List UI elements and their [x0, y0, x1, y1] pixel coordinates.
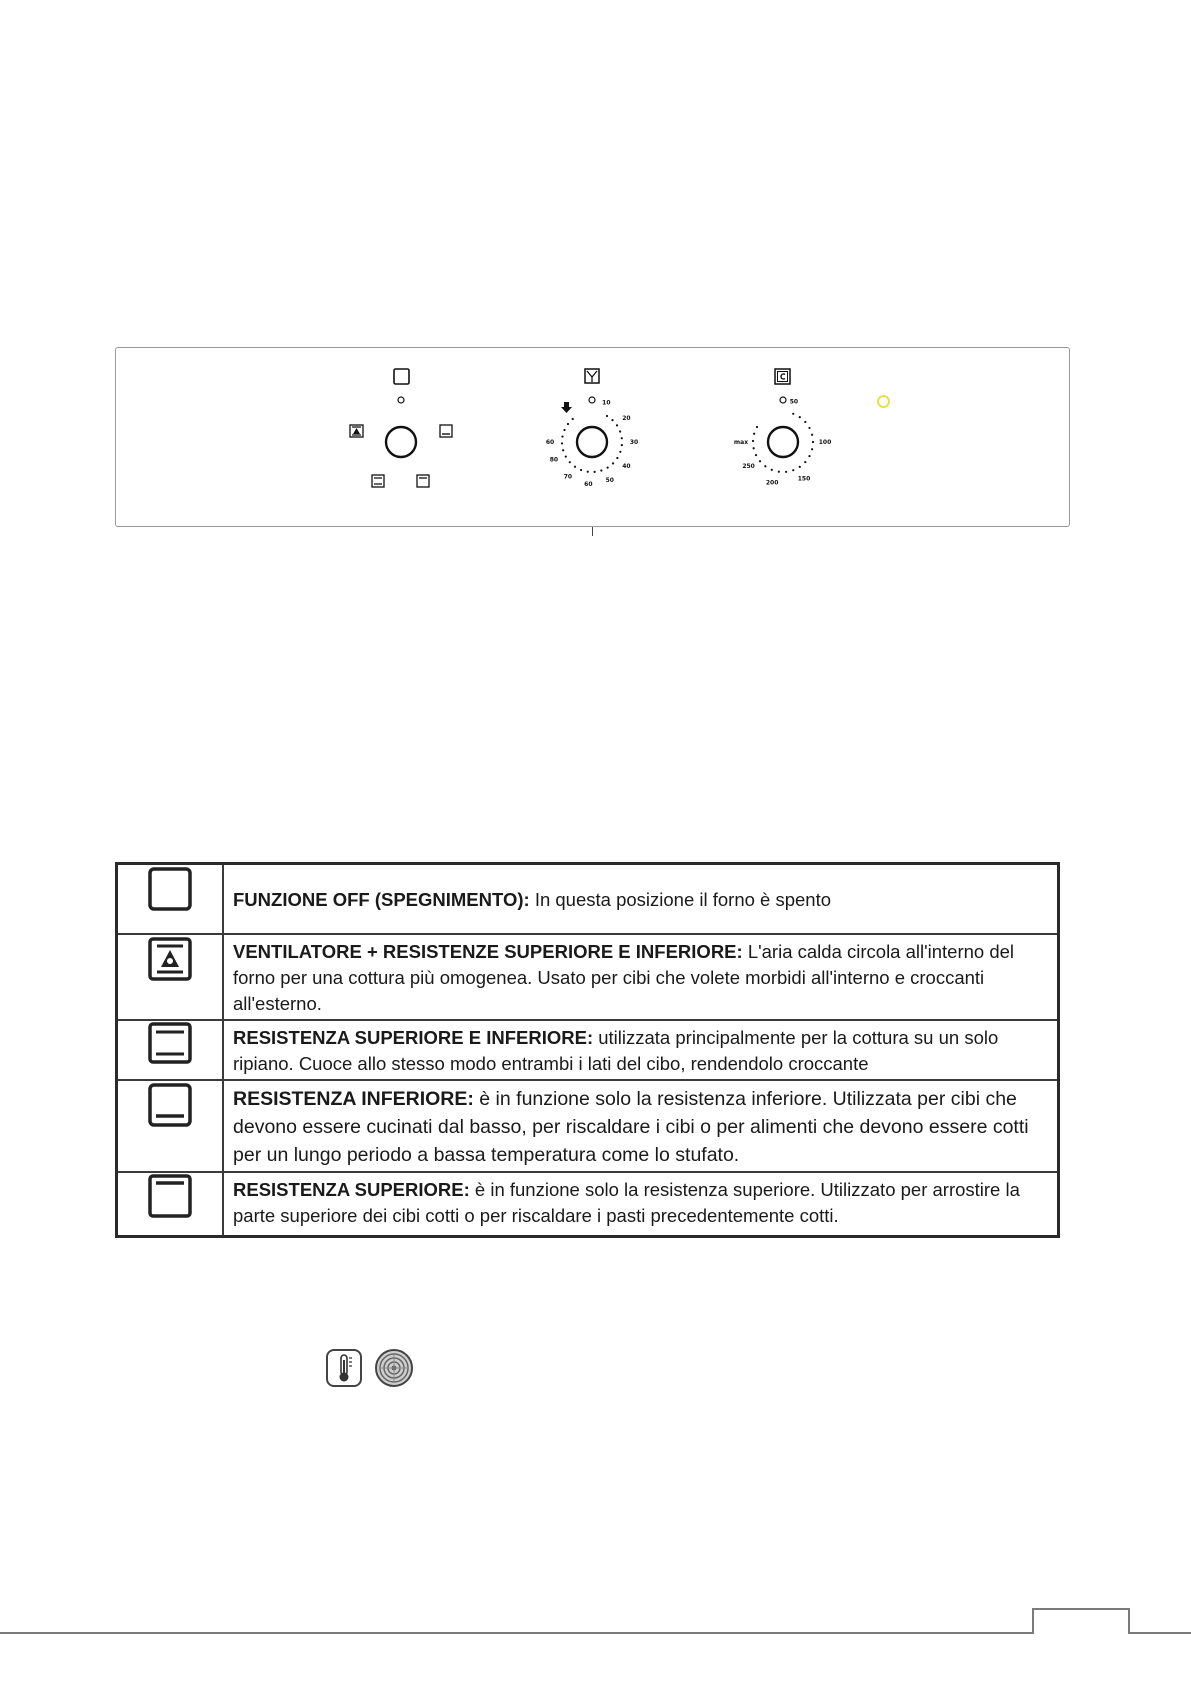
scale-label: 60 [584, 480, 593, 488]
scale-dot [771, 469, 773, 471]
scale-dot [755, 454, 757, 456]
oven-off-icon [146, 865, 194, 913]
scale-label: 30 [629, 439, 639, 446]
icon-cell [117, 934, 224, 1020]
scale-label: 70 [563, 473, 573, 481]
function-title: RESISTENZA SUPERIORE: [233, 1179, 470, 1200]
function-text: è in funzione solo la resistenza superiore. Utilizzato per arrostire la parte superiore dei cibi cotti o per riscaldare i pasti precedentemente cotti. [233, 1179, 1020, 1226]
scale-dot [562, 449, 564, 451]
scale-label: 60 [545, 439, 555, 446]
table-row [117, 864, 1059, 935]
scale-dot [778, 471, 780, 473]
indicator-light [877, 395, 890, 408]
scale-dot [563, 429, 565, 431]
oven-functions-table [115, 862, 1060, 1238]
table-row [117, 1020, 1059, 1080]
scale-label: 10 [602, 399, 611, 407]
top-heater-icon [417, 475, 429, 487]
scale-dot [569, 461, 571, 463]
scale-dot [619, 451, 621, 453]
timer-dial [532, 362, 652, 497]
scale-label: 20 [622, 414, 631, 422]
function-title: FUNZIONE OFF (SPEGNIMENTO): [233, 889, 530, 910]
scale-dot [808, 427, 810, 429]
function-text: è in funzione solo la resistenza inferiore. Utilizzata per cibi che devono essere cucinati dal basso, per riscaldare i cibi o per alimenti che devono essere cotti per un lungo periodo a bassa temperatura come lo stufato. [233, 1088, 1029, 1166]
function-description [223, 1020, 1059, 1080]
fan-top-bottom-heater-icon [350, 425, 363, 437]
bottom-heater-icon [440, 425, 452, 437]
table-row [117, 1080, 1059, 1172]
scale-dot [567, 423, 569, 425]
fan-top-bottom-heater-icon [146, 935, 194, 983]
thermostat-icon [775, 369, 790, 384]
function-description [223, 864, 1059, 935]
scale-dot [799, 466, 801, 468]
scale-dot [616, 457, 618, 459]
scale-dot [580, 469, 582, 471]
scale-dot [565, 455, 567, 457]
knob-position-marker [398, 397, 404, 403]
scale-dot [606, 415, 608, 417]
function-knob[interactable] [386, 427, 416, 457]
function-text: utilizzata principalmente per la cottura su un solo ripiano. Cuoce allo stesso modo entrambi i lati del cibo, rendendolo croccante [233, 1027, 999, 1074]
scale-label: 80 [549, 456, 559, 464]
scale-dot [753, 433, 755, 435]
top-bottom-heater-icon [146, 1021, 194, 1065]
scale-label: 50 [789, 398, 799, 406]
scale-dot [574, 466, 576, 468]
thermostat-knob[interactable] [768, 427, 798, 457]
scale-dot [759, 460, 761, 462]
scale-label: 200 [765, 479, 779, 487]
bottom-icons [325, 1348, 420, 1392]
function-description [223, 934, 1059, 1020]
table-row [117, 934, 1059, 1020]
function-description [223, 1080, 1059, 1172]
function-description [223, 1172, 1059, 1237]
scale-dot [752, 440, 754, 442]
icon-cell [117, 1080, 224, 1172]
scale-dot [804, 421, 806, 423]
footer-line [0, 1632, 1191, 1634]
scale-dot [792, 469, 794, 471]
scale-dot [621, 437, 623, 439]
knob-position-marker [589, 397, 595, 403]
panel-center-tick [592, 527, 593, 536]
scale-dot [561, 442, 563, 444]
icon-cell [117, 1020, 224, 1080]
scale-label: 50 [605, 477, 614, 485]
scale-label: 100 [818, 439, 832, 446]
page-number-tab [1032, 1608, 1130, 1634]
bottom-heater-icon [146, 1081, 194, 1129]
scale-dot [792, 413, 794, 415]
fan-grille-icon [374, 1348, 414, 1388]
scale-dot [587, 471, 589, 473]
scale-dot [812, 441, 814, 443]
timer-icon [585, 369, 599, 383]
scale-dot [611, 419, 613, 421]
scale-dot [572, 418, 574, 420]
scale-dot [612, 462, 614, 464]
function-selector [340, 362, 470, 497]
scale-dot [561, 435, 563, 437]
scale-label: 40 [622, 463, 631, 471]
scale-label: max [733, 439, 749, 446]
function-text: L'aria calda circola all'interno del forno per una cottura più omogenea. Usato per cibi che volete morbidi all'interno e croccanti all'esterno. [233, 941, 1015, 1014]
scale-dot [808, 455, 810, 457]
scale-dot [785, 471, 787, 473]
scale-dot [811, 434, 813, 436]
scale-label: 250 [742, 463, 755, 471]
scale-dot [799, 416, 801, 418]
function-title: RESISTENZA INFERIORE: [233, 1088, 474, 1110]
hand-pointer-icon [561, 402, 572, 413]
scale-dot [616, 424, 618, 426]
scale-dot [621, 444, 623, 446]
scale-dot [764, 465, 766, 467]
scale-label: 150 [797, 475, 811, 483]
function-title: VENTILATORE + RESISTENZE SUPERIORE E INFERIORE: [233, 941, 743, 962]
oven-off-icon [394, 369, 409, 384]
scale-dot [594, 471, 596, 473]
scale-dot [753, 447, 755, 449]
scale-dot [756, 426, 758, 428]
scale-dot [811, 448, 813, 450]
timer-knob[interactable] [577, 427, 607, 457]
scale-dot [607, 467, 609, 469]
scale-dot [804, 461, 806, 463]
top-heater-icon [146, 1173, 194, 1219]
function-title: RESISTENZA SUPERIORE E INFERIORE: [233, 1027, 594, 1048]
scale-dot [619, 430, 621, 432]
thermostat-dial [727, 362, 847, 497]
icon-cell [117, 864, 224, 935]
table-row [117, 1172, 1059, 1237]
thermometer-icon [325, 1348, 363, 1388]
function-text: In questa posizione il forno è spento [529, 889, 832, 910]
icon-cell [117, 1172, 224, 1237]
top-bottom-heater-icon [372, 475, 384, 487]
knob-position-marker [780, 397, 786, 403]
scale-dot [600, 469, 602, 471]
